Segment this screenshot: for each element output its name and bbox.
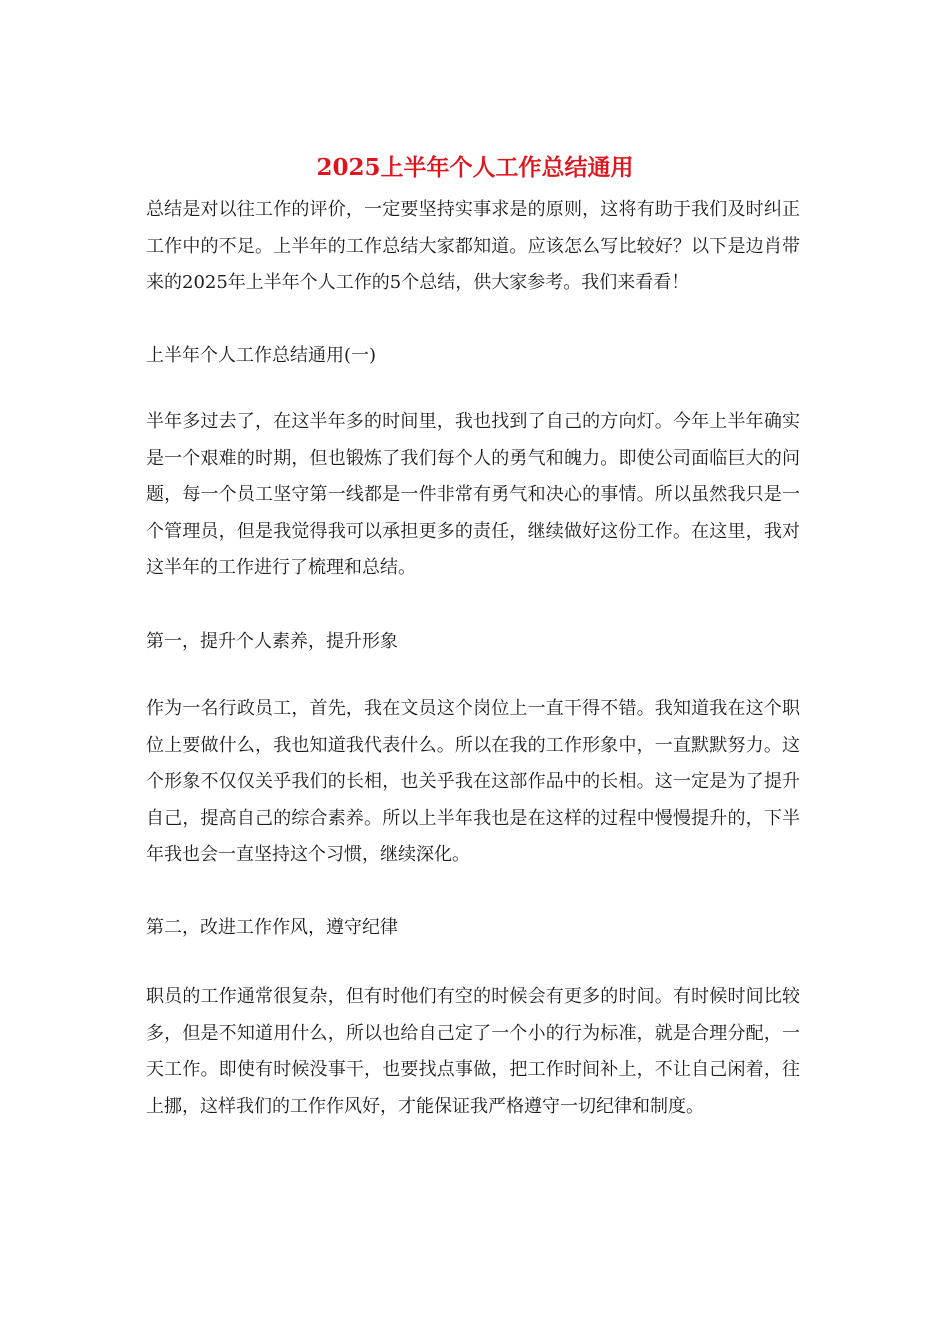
section-heading: 上半年个人工作总结通用(一) <box>146 345 377 366</box>
point-2-heading: 第二，改进工作作风，遵守纪律 <box>146 917 398 938</box>
point-1-body: 作为一名行政员工，首先，我在文员这个岗位上一直干得不错。我知道我在这个职位上要做什么，我也知道我代表什么。所以在我的工作形象中，一直默默努力。这个形象不仅仅关乎我们的长相，也关乎我在这部作品中的长相。这一定是为了提升自己，提高自己的综合素养。所以上半年我也是在这样的过程中慢慢提升的，下半年我也会一直坚持这个习惯，继续深化。 <box>146 698 800 866</box>
paragraph-1: 半年多过去了，在这半年多的时间里，我也找到了自己的方向灯。今年上半年确实是一个艰难的时期，但也锻炼了我们每个人的勇气和魄力。即使公司面临巨大的问题，每一个员工坚守第一线都是一件非常有勇气和决心的事情。所以虽然我只是一个管理员，但是我觉得我可以承担更多的责任，继续做好这份工作。在这里，我对这半年的工作进行了梳理和总结。 <box>146 411 800 579</box>
point-2-body: 职员的工作通常很复杂，但有时他们有空的时候会有更多的时间。有时候时间比较多，但是不知道用什么，所以也给自己定了一个小的行为标准，就是合理分配，一天工作。即使有时候没事干，也要找点事做，把工作时间补上，不让自己闲着，往上挪，这样我们的工作作风好，才能保证我严格遵守一切纪律和制度。 <box>146 986 800 1117</box>
intro-paragraph: 总结是对以往工作的评价，一定要坚持实事求是的原则，这将有助于我们及时纠正工作中的不足。上半年的工作总结大家都知道。应该怎么写比较好？以下是边肖带来的2025年上半年个人工作的5个总结，供大家参考。我们来看看！ <box>146 199 800 294</box>
point-1-heading: 第一，提升个人素养，提升形象 <box>146 631 398 652</box>
document-title: 2025上半年个人工作总结通用 <box>316 154 634 181</box>
